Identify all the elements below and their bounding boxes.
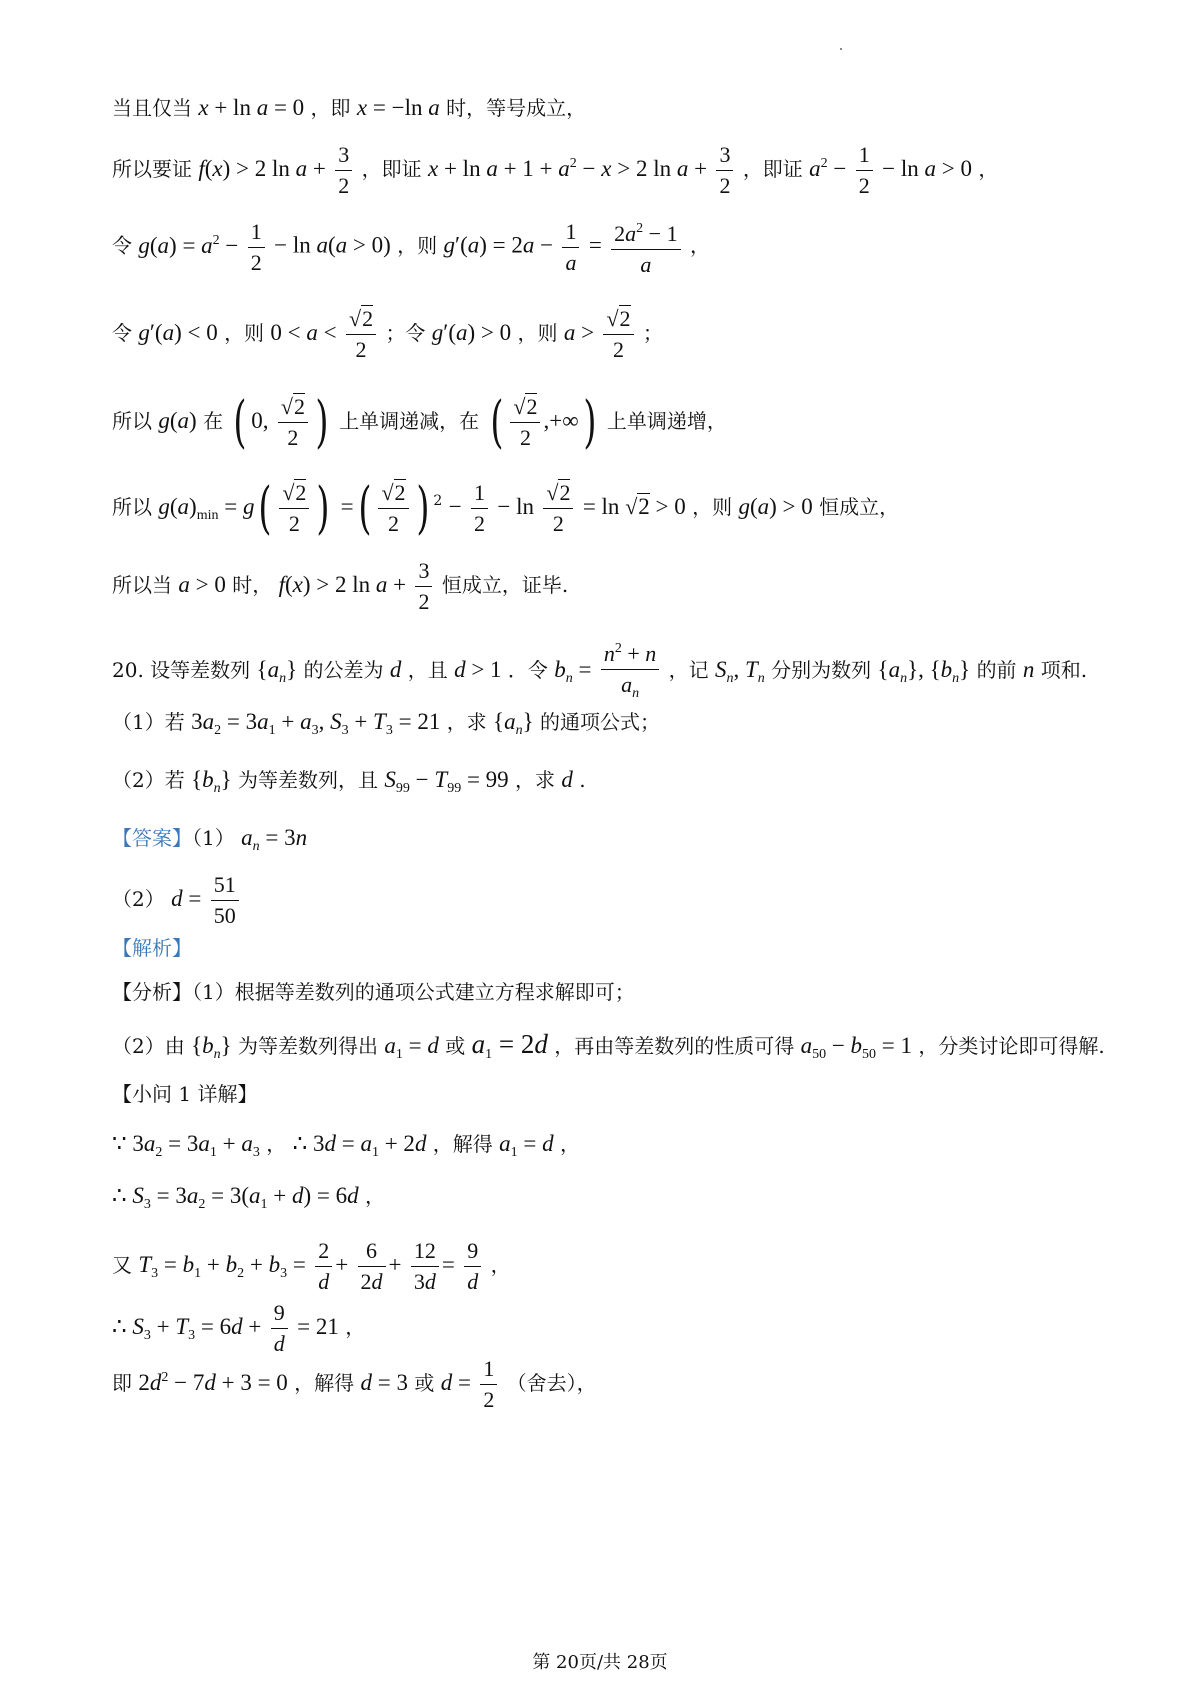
text: （1）根据等差数列的通项公式建立方程求解即可；: [192, 980, 635, 1004]
text: ，: [345, 1315, 366, 1339]
fenxi-line-1: [112, 978, 635, 1006]
text: 或: [445, 1034, 466, 1058]
solution-line-5: 即 $2d^2 - 7d + 3 = 0$ ，解得 d = 3 或 d = $\frac{1}{2}$ （舍去），: [112, 1356, 597, 1412]
text: 的通项公式；: [540, 710, 660, 734]
scan-speck: [840, 48, 842, 50]
text: ；: [642, 321, 663, 345]
text: 恒成立，: [819, 495, 900, 519]
question-part-2: （2）若 $\{b_n\}$ 为等差数列，且 $S_{99} - T_{99} = 99$ ，求 d .: [112, 767, 586, 796]
text: 或: [414, 1371, 435, 1395]
text: ，: [689, 233, 710, 258]
text: 又: [112, 1253, 132, 1277]
text: ，则: [224, 321, 265, 345]
fenxi-tag: 【分析】: [112, 980, 192, 1004]
text: ，则: [397, 233, 438, 258]
text: ，: [490, 1253, 511, 1277]
text: 即: [112, 1371, 132, 1395]
text: 当且仅当: [112, 96, 192, 120]
text: ，求: [446, 710, 487, 734]
solution-line-4: ∴ $S_3 + T_3 = 6d$ + $\frac{9}{d}$ = 21 ，: [112, 1300, 366, 1356]
page-footer: 第 20页/共 28页: [532, 1652, 668, 1673]
text: （1）若: [112, 710, 185, 734]
text: （2）若: [112, 768, 185, 792]
text: ，即证: [742, 157, 803, 181]
analysis-tag: 【解析】: [112, 936, 192, 960]
text: ，分类讨论即可得解.: [918, 1034, 1105, 1058]
text: ，解得: [432, 1132, 493, 1156]
text: 所以当: [112, 573, 172, 597]
text: 所以要证: [112, 157, 192, 181]
text: 项和.: [1040, 658, 1088, 682]
proof-line-3: 令 $g(a) = a^2$ − $\frac{1}{2}$ − ln a(a > 0) ，则 g′(a) = 2a − $\frac{1}{a}$ = $\frac{2a^2 - 1}{a}$ ，: [112, 214, 710, 280]
text: ．令: [507, 658, 548, 682]
text: ，则: [517, 321, 558, 345]
text: 令: [112, 233, 132, 258]
proof-line-6: 所以 $g(a)_{min} = g$( $\frac{√2}{2}$ ) =( $\frac{√2}{2}$ ) $^2$ − $\frac{1}{2}$ − ln $\frac{√2}{2}$ = ln √2 > 0 ，则 g(a) > 0 恒成立，: [112, 475, 900, 541]
text: ，: [978, 157, 999, 181]
solution-line-2: ∴ $S_3 = 3a_2 = 3(a_1 + d) = 6d$ ，: [112, 1183, 385, 1212]
answer-line-2: （2） d = $\frac{51}{50}$: [112, 870, 242, 931]
text: ，即证: [361, 157, 422, 181]
text: 时，: [232, 573, 273, 597]
text: 20. 设等差数列: [112, 658, 251, 682]
text: 上单调递减，在: [339, 409, 480, 433]
question-20: 20. 设等差数列 $\{a_n\}$ 的公差为 d ，且 d > 1 ．令 $b_n$ = $\frac{n^2 + n}{a_n}$ ，记 $S_n$, $T_n$ 分别为数列 $\{a_n\}$, $\{b_n\}$ 的前 n 项和.: [112, 634, 1087, 709]
text: ，记: [668, 658, 709, 682]
text: （2）由: [112, 1034, 185, 1058]
text: （舍去），: [506, 1371, 597, 1395]
answer-line-1: 【答案】（1） $a_n = 3n$: [112, 825, 308, 854]
fenxi-line-2: （2）由 $\{b_n\}$ 为等差数列得出 $a_1 = d$ 或 $a_1 = 2d$ ，再由等差数列的性质可得 $a_{50} - b_{50} = 1$ ，分类讨论即可得解.: [112, 1029, 1105, 1062]
text: （1）: [192, 826, 235, 850]
text: ，即: [310, 96, 351, 120]
detail-tag-line: [112, 1080, 257, 1108]
solution-line-3: 又 $T_3 = b_1 + b_2 + b_3$ = $\frac{2}{d}$ + $\frac{6}{2d}$ + $\frac{12}{3d}$ = $\frac{9}{d}$ ，: [112, 1238, 511, 1294]
text: 所以: [112, 495, 152, 519]
text: 的公差为: [303, 658, 384, 682]
text: ，则: [692, 495, 733, 519]
text: 为等差数列得出: [238, 1034, 379, 1058]
question-part-1: （1）若 $3a_2 = 3a_1 + a_3$, $S_3 + T_3 = 21$ ，求 $\{a_n\}$ 的通项公式；: [112, 709, 660, 738]
text: ；令: [385, 321, 426, 345]
text: 恒成立，证毕.: [441, 573, 569, 597]
text: ，: [365, 1184, 385, 1208]
text: ，且: [407, 658, 448, 682]
proof-line-1: 当且仅当 x + ln a = 0 ，即 x = −ln a 时，等号成立，: [112, 95, 587, 120]
text: ，: [266, 1132, 287, 1156]
text: ，: [560, 1132, 580, 1156]
detail-tag: 【小问 1 详解】: [112, 1082, 258, 1106]
text: 令: [112, 321, 132, 345]
text: 为等差数列，且: [238, 768, 379, 792]
text: 时，等号成立，: [446, 96, 587, 120]
text: 分别为数列: [771, 658, 872, 682]
text: （2）: [112, 887, 165, 911]
text: 所以: [112, 409, 152, 433]
proof-line-2: 所以要证 f(x) > 2 ln a + $\frac{3}{2}$ ，即证 $x + \ln a + 1 + a^2 - x > 2$ ln a + $\frac{3}{2}$ ，即证 $a^2$ − $\frac{1}{2}$ − ln a > 0 ，: [112, 142, 999, 198]
proof-line-7: 所以当 a > 0 时， f(x) > 2 ln a + $\frac{3}{2}$ 恒成立，证毕.: [112, 558, 569, 614]
text: 上单调递增，: [606, 409, 727, 433]
proof-line-4: 令 g′(a) < 0 ，则 0 < a < $\frac{√2}{2}$ ；令 g′(a) > 0 ，则 a > $\frac{√2}{2}$ ；: [112, 306, 663, 362]
text: .: [579, 768, 586, 792]
solution-line-1: ∵ $3a_2 = 3a_1 + a_3$ ， ∴ $3d = a_1 + 2d$ ，解得 $a_1 = d$ ，: [112, 1131, 580, 1160]
answer-tag: 【答案】: [112, 826, 192, 850]
text: ，再由等差数列的性质可得: [554, 1034, 795, 1058]
text: 的前: [976, 658, 1017, 682]
text: ，求: [515, 768, 556, 792]
text: ，解得: [294, 1371, 355, 1395]
proof-line-5: 所以 g(a) 在 ( 0, $\frac{√2}{2}$ ) 上单调递减，在 ( $\frac{√2}{2}$ ,+∞) 上单调递增，: [112, 389, 727, 455]
text: 在: [203, 409, 224, 433]
analysis-tag-line: [112, 934, 192, 962]
